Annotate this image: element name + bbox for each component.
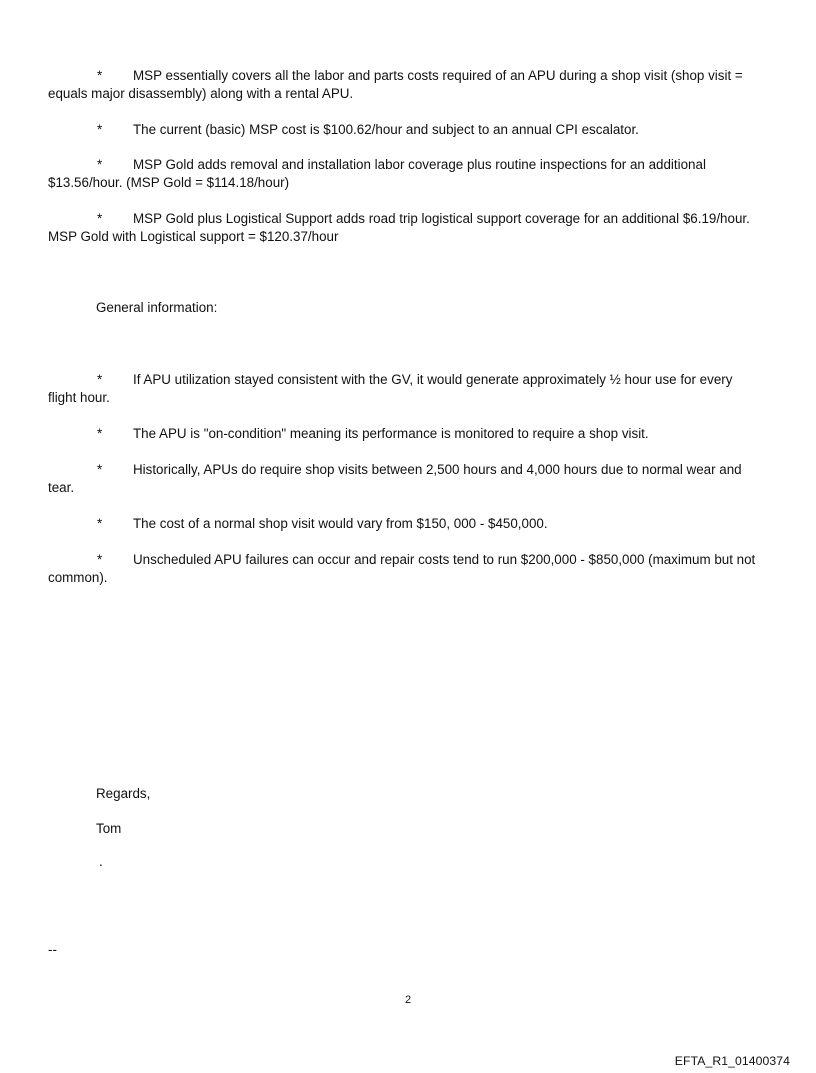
bullet-marker: *	[97, 68, 103, 83]
bullet-text: MSP essentially covers all the labor and parts costs required of an APU during a shop visit (shop visit =	[133, 68, 743, 83]
bullet-text: Historically, APUs do require shop visits between 2,500 hours and 4,000 hours due to normal wear and	[133, 462, 742, 477]
bullet-marker: *	[97, 426, 103, 441]
bullet-marker: *	[97, 211, 103, 226]
bullet-text: If APU utilization stayed consistent with the GV, it would generate approximately ½ hour use for every	[133, 372, 733, 387]
bullet-text: The cost of a normal shop visit would vary from $150, 000 - $450,000.	[133, 516, 548, 531]
bullet-continuation: MSP Gold with Logistical support = $120.37/hour	[48, 228, 339, 244]
bullet-continuation: $13.56/hour. (MSP Gold = $114.18/hour)	[48, 174, 290, 190]
bullet-marker: *	[97, 552, 103, 567]
msp-bullet-4	[48, 210, 768, 245]
bullet-marker: *	[97, 462, 103, 477]
general-bullet-1	[48, 371, 768, 406]
document-id: EFTA_R1_01400374	[674, 1054, 790, 1068]
closing-dot: .	[99, 854, 103, 869]
bullet-text: The current (basic) MSP cost is $100.62/hour and subject to an annual CPI escalator.	[133, 122, 639, 137]
closing-regards: Regards,	[96, 786, 151, 801]
bullet-marker: *	[97, 122, 103, 137]
bullet-text: MSP Gold plus Logistical Support adds road trip logistical support coverage for an additional $6.19/hour.	[133, 211, 750, 226]
page-number: 2	[404, 994, 412, 1006]
signature-name: Tom	[96, 821, 122, 836]
general-bullet-4	[48, 515, 768, 533]
msp-bullet-1	[48, 67, 768, 102]
msp-bullet-2	[48, 121, 768, 139]
msp-bullet-3	[48, 156, 768, 191]
signature-separator: --	[48, 942, 57, 957]
bullet-continuation: common).	[48, 569, 108, 585]
general-bullet-5	[48, 551, 768, 586]
bullet-marker: *	[97, 516, 103, 531]
bullet-continuation: equals major disassembly) along with a rental APU.	[48, 85, 354, 101]
general-bullet-3	[48, 461, 768, 496]
general-bullet-2	[48, 425, 768, 443]
bullet-continuation: flight hour.	[48, 389, 110, 405]
bullet-continuation: tear.	[48, 479, 75, 495]
bullet-text: MSP Gold adds removal and installation labor coverage plus routine inspections for an additional	[133, 157, 706, 172]
bullet-marker: *	[97, 372, 103, 387]
bullet-marker: *	[97, 157, 103, 172]
general-info-heading: General information:	[96, 300, 218, 315]
bullet-text: The APU is "on-condition" meaning its performance is monitored to require a shop visit.	[133, 426, 649, 441]
bullet-text: Unscheduled APU failures can occur and repair costs tend to run $200,000 - $850,000 (maximum but not	[133, 552, 756, 567]
